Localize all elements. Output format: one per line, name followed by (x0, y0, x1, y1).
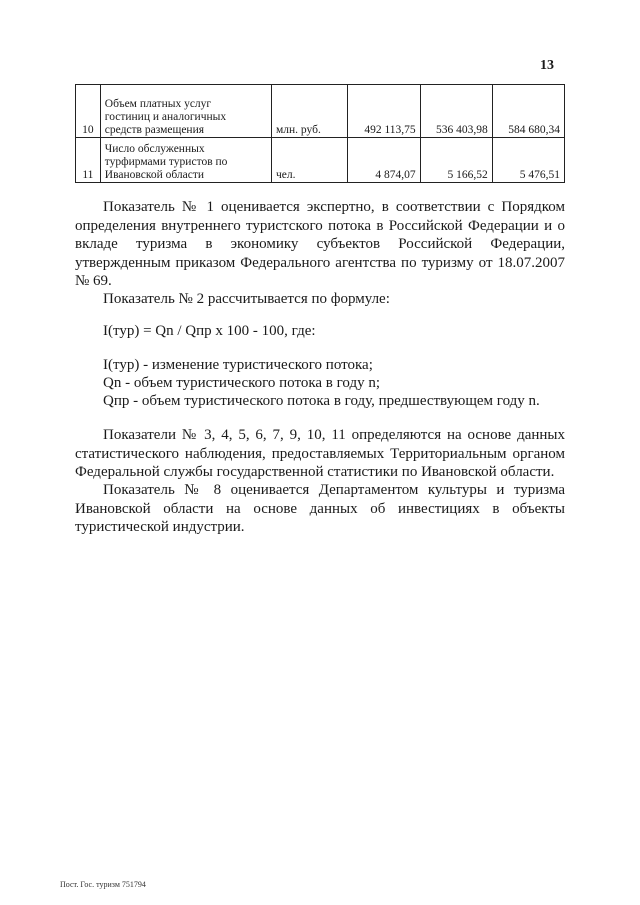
value-cell: 584 680,34 (492, 85, 564, 138)
indicator-name (100, 138, 271, 183)
indicator-name-line: Число обслуженных (104, 143, 205, 155)
value-cell: 5 476,51 (492, 138, 564, 183)
value-cell: 492 113,75 (348, 85, 420, 138)
formula: I(тур) = Qn / Qпр х 100 - 100, где: (103, 323, 316, 339)
page-number: 13 (540, 58, 554, 73)
footer-reference: Пост. Гос. туризм 751794 (60, 880, 146, 889)
indicator-name-line: гостиниц и аналогичных (104, 111, 227, 123)
paragraph-indicators-statistics: Показатели № 3, 4, 5, 6, 7, 9, 10, 11 определяются на основе данных статистического наблюдения, предоставляемых Территориальным органом Федеральной службы государственной статистики по Ивановской области. (75, 427, 565, 481)
indicator-name-line: Ивановской области (104, 169, 205, 181)
indicator-name (100, 85, 271, 138)
indicator-name-line: турфирмами туристов по (104, 156, 228, 168)
table-row (76, 85, 565, 138)
value-cell: 4 874,07 (348, 138, 420, 183)
unit-cell: чел. (272, 138, 348, 183)
indicators-table (75, 84, 565, 183)
paragraph-indicator-8: Показатель № 8 оценивается Департаментом культуры и туризма Ивановской области на основе данных об инвестициях в объекты туристической индустрии. (75, 482, 565, 536)
paragraph-indicator-1: Показатель № 1 оценивается экспертно, в соответствии с Порядком определения внутреннего туристского потока в Российской Федерации и о вкладе туризма в экономику субъектов Российской Федерации, утвержденным приказом Федерального агентства по туризму от 18.07.2007 № 69. (75, 199, 565, 290)
table-row (76, 138, 565, 183)
value-cell: 5 166,52 (420, 138, 492, 183)
row-number: 10 (76, 85, 101, 138)
formula-definition: Qпр - объем туристического потока в году, предшествующем году n. (103, 393, 540, 409)
indicator-name-line: средств размещения (104, 124, 205, 136)
paragraph-indicator-2: Показатель № 2 рассчитывается по формуле: (103, 291, 390, 307)
indicator-name-line: Объем платных услуг (104, 98, 212, 110)
formula-definition: I(тур) - изменение туристического потока; (103, 357, 373, 373)
value-cell: 536 403,98 (420, 85, 492, 138)
row-number: 11 (76, 138, 101, 183)
unit-cell: млн. руб. (272, 85, 348, 138)
formula-definition: Qn - объем туристического потока в году n; (103, 375, 381, 391)
